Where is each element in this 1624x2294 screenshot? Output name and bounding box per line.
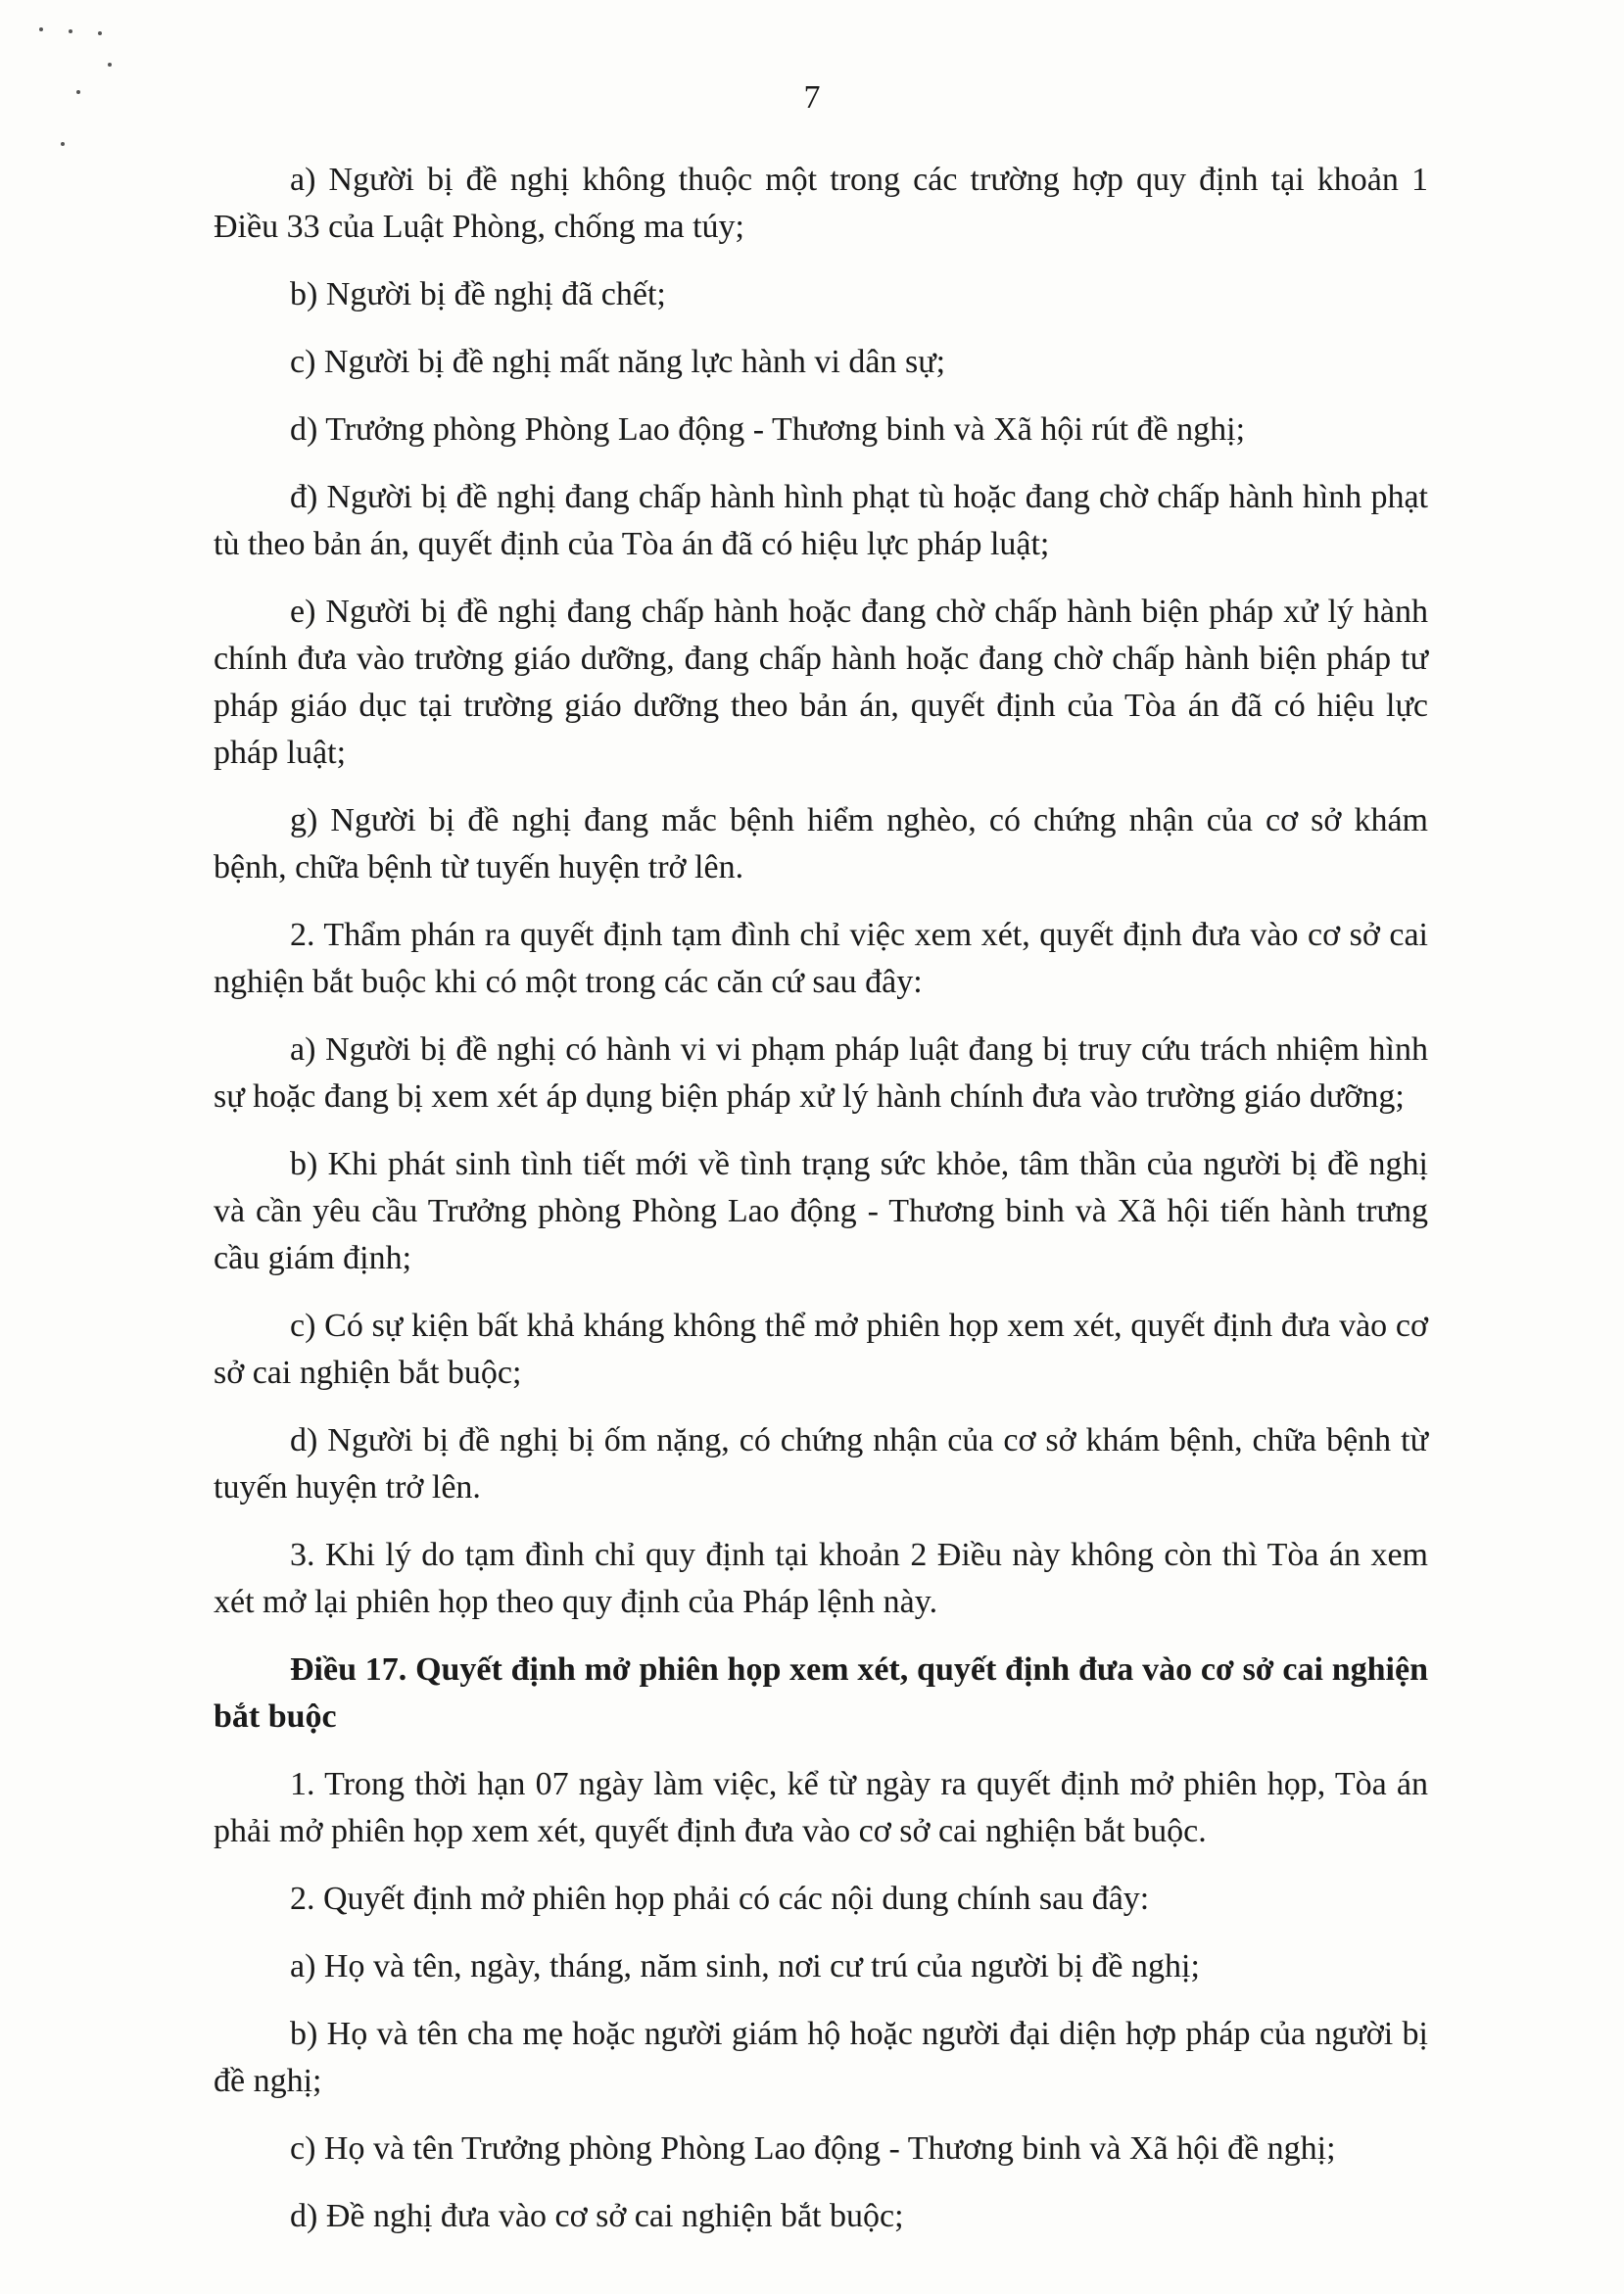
scan-speck bbox=[61, 142, 65, 146]
paragraph: a) Người bị đề nghị không thuộc một trong các trường hợp quy định tại khoản 1 Điều 33 của Luật Phòng, chống ma túy; bbox=[214, 162, 1428, 245]
paragraph: b) Khi phát sinh tình tiết mới về tình trạng sức khỏe, tâm thần của người bị đề nghị và cần yêu cầu Trưởng phòng Phòng Lao động - Thương binh và Xã hội tiến hành trưng cầu giám định; bbox=[214, 1146, 1428, 1276]
scan-speck bbox=[98, 31, 102, 35]
paragraph: g) Người bị đề nghị đang mắc bệnh hiểm nghèo, có chứng nhận của cơ sở khám bệnh, chữa bệnh từ tuyến huyện trở lên. bbox=[214, 802, 1428, 885]
paragraph: a) Họ và tên, ngày, tháng, năm sinh, nơi cư trú của người bị đề nghị; bbox=[290, 1948, 1200, 1984]
paragraph: a) Người bị đề nghị có hành vi vi phạm pháp luật đang bị truy cứu trách nhiệm hình sự hoặc đang bị xem xét áp dụng biện pháp xử lý hành chính đưa vào trường giáo dưỡng; bbox=[214, 1031, 1428, 1115]
article-heading: Điều 17. Quyết định mở phiên họp xem xét, quyết định đưa vào cơ sở cai nghiện bắt buộc bbox=[214, 1651, 1428, 1735]
paragraph: b) Họ và tên cha mẹ hoặc người giám hộ hoặc người đại diện hợp pháp của người bị đề nghị; bbox=[214, 2016, 1428, 2099]
document-body bbox=[214, 157, 1428, 2261]
paragraph: e) Người bị đề nghị đang chấp hành hoặc đang chờ chấp hành biện pháp xử lý hành chính đưa vào trường giáo dưỡng, đang chấp hành hoặc đang chờ chấp hành biện pháp tư pháp giáo dục tại trường giáo dưỡng theo bản án, quyết định của Tòa án đã có hiệu lực pháp luật; bbox=[214, 594, 1428, 771]
paragraph: b) Người bị đề nghị đã chết; bbox=[290, 276, 666, 312]
paragraph: 1. Trong thời hạn 07 ngày làm việc, kể từ ngày ra quyết định mở phiên họp, Tòa án phải mở phiên họp xem xét, quyết định đưa vào cơ sở cai nghiện bắt buộc. bbox=[214, 1766, 1428, 1849]
scan-speck bbox=[108, 63, 112, 67]
page-number: 7 bbox=[803, 79, 821, 116]
scan-speck bbox=[69, 29, 72, 33]
paragraph: đ) Người bị đề nghị đang chấp hành hình phạt tù hoặc đang chờ chấp hành hình phạt tù theo bản án, quyết định của Tòa án đã có hiệu lực pháp luật; bbox=[214, 479, 1428, 562]
paragraph: 2. Thẩm phán ra quyết định tạm đình chỉ việc xem xét, quyết định đưa vào cơ sở cai nghiện bắt buộc khi có một trong các căn cứ sau đây: bbox=[214, 917, 1428, 1000]
paragraph: c) Họ và tên Trưởng phòng Phòng Lao động - Thương binh và Xã hội đề nghị; bbox=[290, 2130, 1336, 2167]
paragraph: c) Có sự kiện bất khả kháng không thể mở phiên họp xem xét, quyết định đưa vào cơ sở cai nghiện bắt buộc; bbox=[214, 1308, 1428, 1391]
paragraph: d) Người bị đề nghị bị ốm nặng, có chứng nhận của cơ sở khám bệnh, chữa bệnh từ tuyến huyện trở lên. bbox=[214, 1422, 1428, 1505]
scan-speck bbox=[39, 27, 43, 31]
paragraph: d) Trưởng phòng Phòng Lao động - Thương binh và Xã hội rút đề nghị; bbox=[290, 411, 1246, 448]
paragraph: d) Đề nghị đưa vào cơ sở cai nghiện bắt buộc; bbox=[290, 2198, 904, 2234]
paragraph: 2. Quyết định mở phiên họp phải có các nội dung chính sau đây: bbox=[290, 1881, 1150, 1917]
paragraph: 3. Khi lý do tạm đình chỉ quy định tại khoản 2 Điều này không còn thì Tòa án xem xét mở lại phiên họp theo quy định của Pháp lệnh này. bbox=[214, 1537, 1428, 1620]
paragraph: c) Người bị đề nghị mất năng lực hành vi dân sự; bbox=[290, 344, 946, 380]
